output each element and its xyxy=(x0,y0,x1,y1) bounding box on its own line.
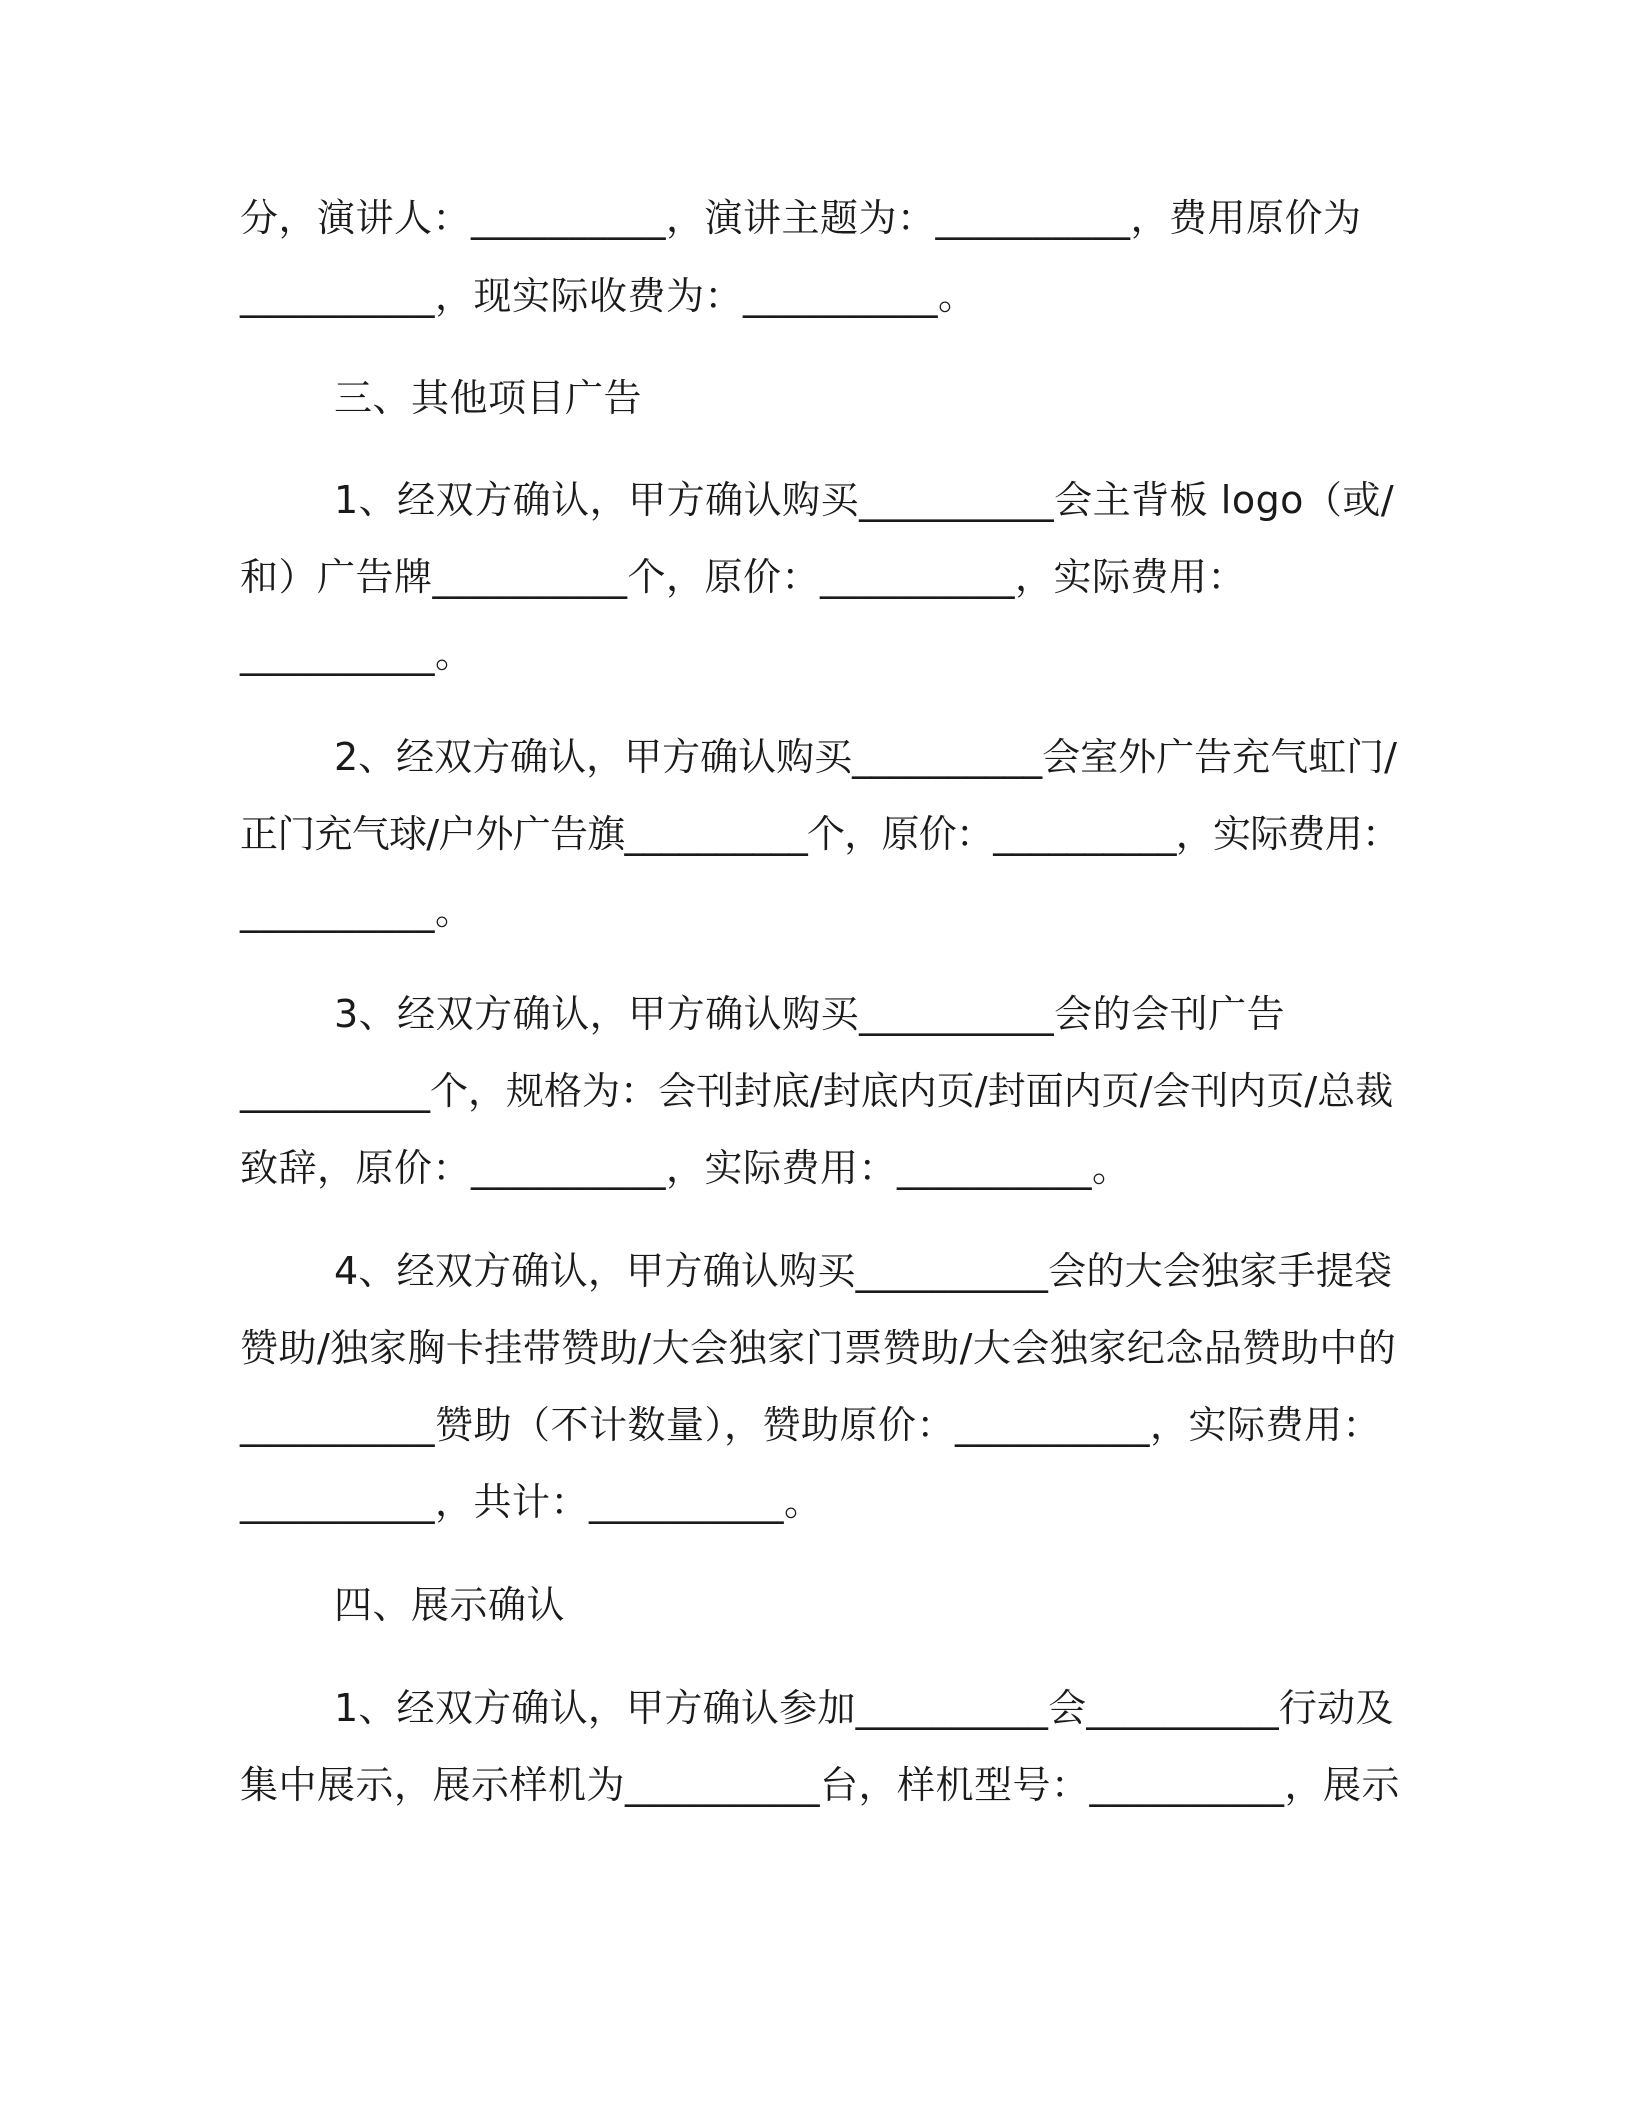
paragraph-line: 赞助/独家胸卡挂带赞助/大会独家门票赞助/大会独家纪念品赞助中的 xyxy=(240,1326,1397,1370)
section-heading: 四、展示确认 xyxy=(334,1583,566,1627)
paragraph-line: 和）广告牌__________个，原价：__________，实际费用： xyxy=(240,555,1247,599)
paragraph-line: 3、经双方确认，甲方确认购买__________会的会刊广告 xyxy=(334,992,1286,1036)
paragraph-line: 正门充气球/户外广告旗__________个，原价：__________，实际费用： xyxy=(240,812,1400,856)
paragraph-line: 集中展示，展示样机为__________台，样机型号：__________，展示 xyxy=(240,1763,1401,1807)
section-heading: 三、其他项目广告 xyxy=(334,376,643,420)
paragraph-line: __________赞助（不计数量），赞助原价：__________，实际费用： xyxy=(240,1403,1382,1447)
paragraph-line: 分，演讲人：__________，演讲主题为：__________，费用原价为 xyxy=(240,196,1362,240)
paragraph-line: __________。 xyxy=(240,632,474,676)
paragraph-line: 1、经双方确认，甲方确认购买__________会主背板 logo（或/ xyxy=(334,478,1395,522)
paragraph-line: 1、经双方确认，甲方确认参加__________会__________行动及 xyxy=(334,1686,1394,1730)
paragraph-line: __________个，规格为：会刊封底/封底内页/封面内页/会刊内页/总裁 xyxy=(240,1069,1394,1113)
paragraph-line: 致辞，原价：__________，实际费用：__________。 xyxy=(240,1146,1131,1190)
paragraph-line: __________，共计：__________。 xyxy=(240,1480,823,1524)
paragraph-line: __________。 xyxy=(240,889,474,933)
paragraph-line: __________，现实际收费为：__________。 xyxy=(240,274,977,318)
paragraph-line: 4、经双方确认，甲方确认购买__________会的大会独家手提袋 xyxy=(334,1249,1393,1293)
paragraph-line: 2、经双方确认，甲方确认购买__________会室外广告充气虹门/ xyxy=(334,735,1397,779)
